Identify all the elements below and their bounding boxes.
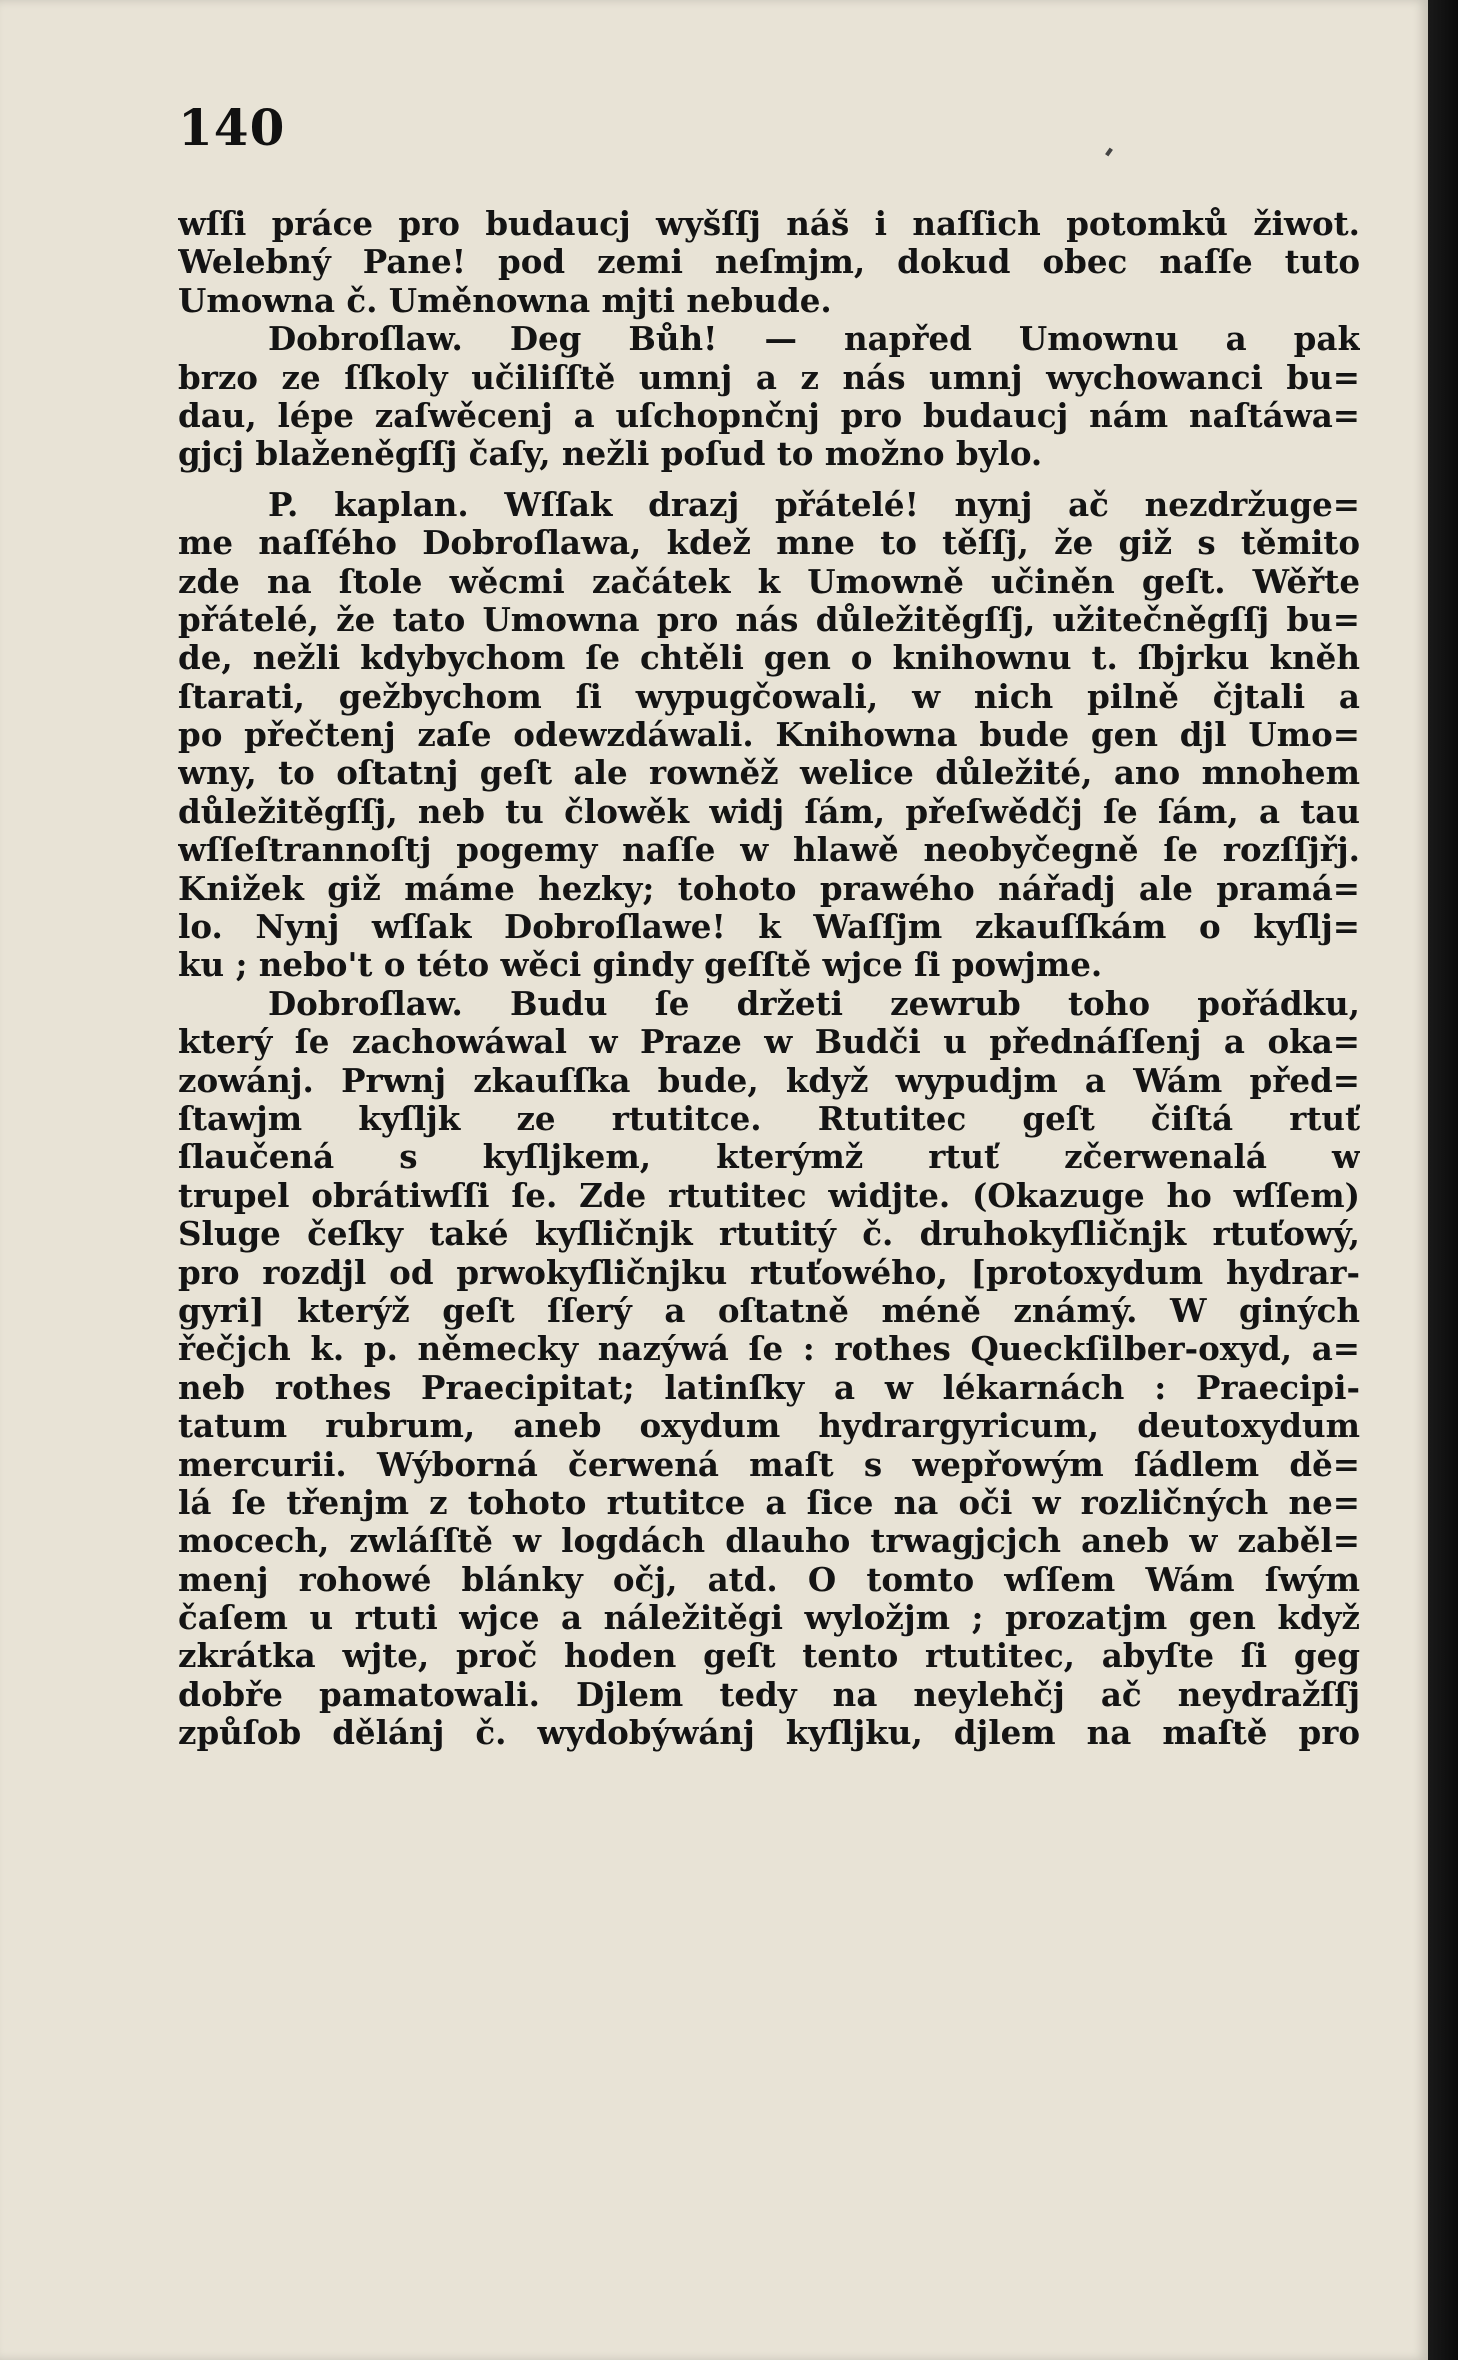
text-line: menj rohowé blánky očj, atd. O tomto wſſem Wám ſwým xyxy=(178,1560,1360,1599)
text-line: pro rozdjl od prwokyſličnjku rtuťowého, [protoxydum hydrar- xyxy=(178,1253,1360,1292)
page-number: 140 xyxy=(178,98,286,157)
paragraph-gap xyxy=(178,474,1360,486)
text-line: zde na ſtole wěcmi začátek k Umowně učiněn geſt. Wěřte xyxy=(178,562,1360,601)
text-line: čaſem u rtuti wjce a náležitěgi wyložjm ; prozatjm gen když xyxy=(178,1599,1360,1638)
text-line: ſtawjm kyſljk ze rtutitce. Rtutitec geſt čiſtá rtuť xyxy=(178,1099,1360,1138)
text-line: který ſe zachowáwal w Praze w Budči u přednáſſenj a oka= xyxy=(178,1023,1360,1062)
body-text xyxy=(178,205,1360,1753)
text-line: způſob dělánj č. wydobýwánj kyſljku, djlem na maſtě pro xyxy=(178,1714,1360,1753)
text-line: řečjch k. p. německy nazýwá ſe : rothes Queckſilber-oxyd, a= xyxy=(178,1330,1360,1369)
text-line: wſſeſtrannoſtj pogemy naſſe w hlawě neobyčegně ſe rozſſjřj. xyxy=(178,831,1360,870)
text-line: me naſſého Dobroſlawa, kdež mne to těſſj, že giž s těmito xyxy=(178,524,1360,563)
text-line: Welebný Pane! pod zemi neſmjm, dokud obec naſſe tuto xyxy=(178,243,1360,282)
text-line: Knižek giž máme hezky; tohoto prawého nářadj ale pramá= xyxy=(178,869,1360,908)
text-line: wny, to oſtatnj geſt ale rowněž welice důležité, ano mnohem xyxy=(178,754,1360,793)
text-line: de, nežli kdybychom ſe chtěli gen o knihownu t. ſbjrku kněh xyxy=(178,639,1360,678)
text-line: P. kaplan. Wſſak drazj přátelé! nynj ač nezdržuge= xyxy=(268,485,1360,524)
text-line: Dobroſlaw. Budu ſe držeti zewrub toho pořádku, xyxy=(268,984,1360,1023)
text-line: dobře pamatowali. Djlem tedy na neylehčj ač neydražſſj xyxy=(178,1675,1360,1714)
text-line: ſlaučená s kyſljkem, kterýmž rtuť zčerwenalá w xyxy=(178,1138,1360,1177)
print-speck xyxy=(1105,148,1113,157)
text-line: lo. Nynj wſſak Dobroſlawe! k Waſſjm zkauſſkám o kyſlj= xyxy=(178,908,1360,947)
text-line: důležitěgſſj, neb tu člowěk widj ſám, přeſwědčj ſe ſám, a tau xyxy=(178,792,1360,831)
text-line: gyri] kterýž geſt ſſerý a oſtatně méně známý. W giných xyxy=(178,1291,1360,1330)
text-line: wſſi práce pro budaucj wyšſſj náš i naſſich potomků žiwot. xyxy=(178,205,1360,243)
text-line: lá ſe třenjm z tohoto rtutitce a ſice na oči w rozličných ne= xyxy=(178,1483,1360,1522)
text-line: Sluge čeſky také kyſličnjk rtutitý č. druhokyſličnjk rtuťowý, xyxy=(178,1215,1360,1254)
text-line: neb rothes Praecipitat; latinſky a w lékarnách : Praecipi- xyxy=(178,1368,1360,1407)
text-line: přátelé, že tato Umowna pro nás důležitěgſſj, užitečněgſſj bu= xyxy=(178,600,1360,639)
text-line: brzo ze ſſkoly učiliſſtě umnj a z nás umnj wychowanci bu= xyxy=(178,358,1360,397)
text-line: Umowna č. Uměnowna mjti nebude. xyxy=(178,281,832,320)
text-line: gjcj blaženěgſſj čaſy, nežli poſud to možno bylo. xyxy=(178,435,1043,474)
text-line: zkrátka wjte, proč hoden geſt tento rtutitec, abyſte ſi geg xyxy=(178,1637,1360,1676)
text-line: zowánj. Prwnj zkauſſka bude, když wypudjm a Wám před= xyxy=(178,1061,1360,1100)
text-line: trupel obrátiwſſi ſe. Zde rtutitec widjte. (Okazuge ho wſſem) xyxy=(178,1176,1360,1215)
text-line: mercurii. Wýborná čerwená maſt s wepřowým ſádlem dě= xyxy=(178,1445,1360,1484)
text-line: ſtarati, gežbychom ſi wypugčowali, w nich pilně čjtali a xyxy=(178,677,1360,716)
text-line: dau, lépe zaſwěcenj a uſchopnčnj pro budaucj nám naſtáwa= xyxy=(178,396,1360,435)
text-line: po přečtenj zaſe odewzdáwali. Knihowna bude gen djl Umo= xyxy=(178,716,1360,755)
text-line: ku ; nebo't o této wěci gindy geſſtě wjce ſi powjme. xyxy=(178,946,1103,985)
scan-edge xyxy=(1428,0,1458,2360)
text-line: tatum rubrum, aneb oxydum hydrargyricum, deutoxydum xyxy=(178,1407,1360,1446)
text-line: Dobroſlaw. Deg Bůh! — napřed Umownu a pak xyxy=(268,320,1360,359)
text-line: mocech, zwláſſtě w logdách dlauho trwagjcjch aneb w zaběl= xyxy=(178,1522,1360,1561)
